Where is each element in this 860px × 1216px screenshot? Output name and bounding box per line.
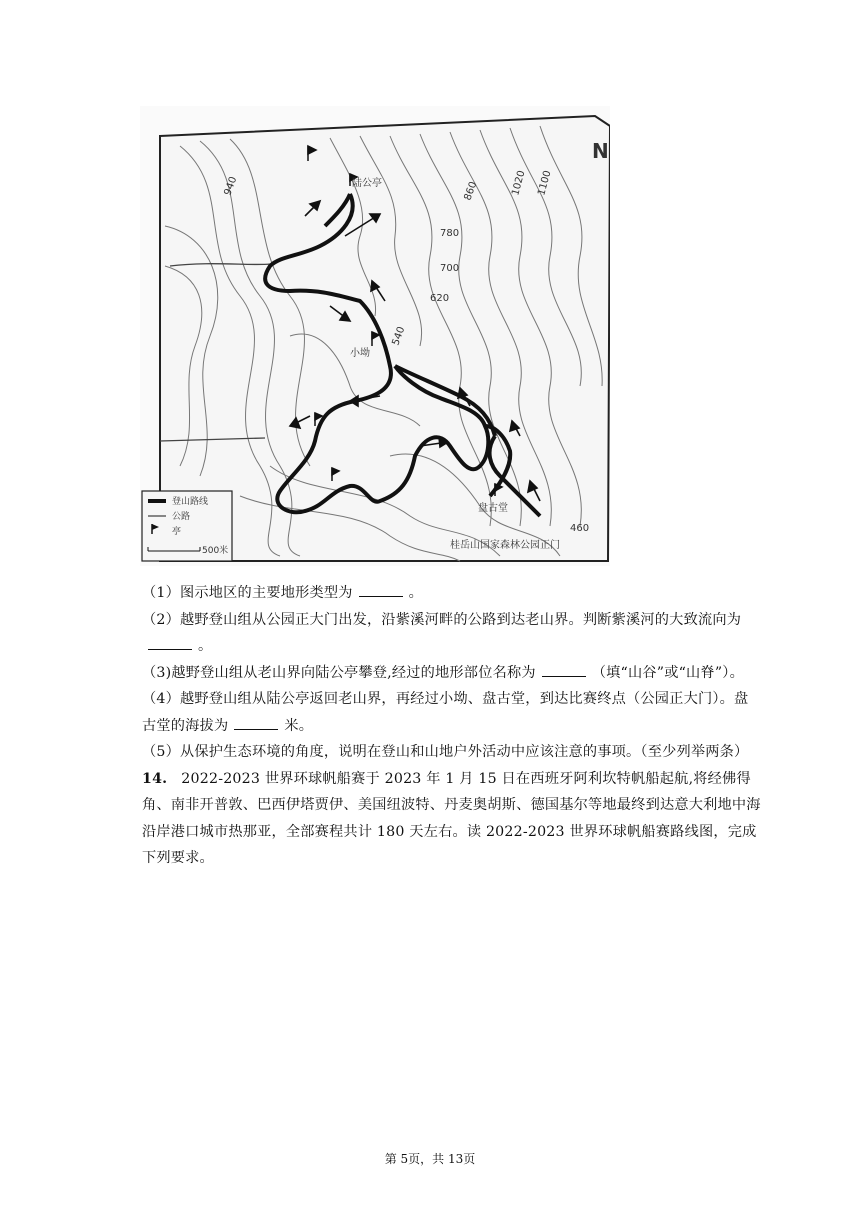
question-3: （3)越野登山组从老山界向陆公亭攀登,经过的地形部位名称为 （填“山谷”或“山脊”）。 bbox=[142, 660, 762, 687]
question-14: 14. 2022-2023 世界环球帆船赛于 2023 年 1 月 15 日在西班牙阿利坎特帆船起航,将经佛得角、南非开普敦、巴西伊塔贾伊、美国纽波特、丹麦奥胡斯、德国基尔等地最终到达意大利地中海沿岸港口城市热那亚，全部赛程共计 180 天左右。读 2022-2023 世界环球帆船赛路线图，完成下列要求。 bbox=[142, 770, 761, 866]
topographic-map bbox=[140, 106, 610, 566]
page-footer: 第 5页，共 13页 bbox=[384, 1152, 476, 1166]
map-svg bbox=[140, 106, 610, 566]
legend-pavilion-label: 亭 bbox=[172, 527, 182, 537]
answer-blank[interactable] bbox=[148, 635, 192, 650]
label-park-gate: 桂岳山国家森林公园正门 bbox=[450, 540, 560, 551]
contour-label: 700 bbox=[440, 263, 460, 274]
question-number: 14. bbox=[142, 770, 168, 787]
map-legend bbox=[142, 491, 232, 561]
contour-label: 540 bbox=[390, 325, 408, 348]
label-pangutang: 盘古堂 bbox=[478, 503, 508, 514]
label-lugongting: 陆公亭 bbox=[352, 178, 382, 189]
scale-label: 500米 bbox=[202, 546, 229, 556]
answer-blank[interactable] bbox=[359, 582, 403, 597]
contour-label: 860 bbox=[462, 180, 480, 203]
legend-trail-label: 登山路线 bbox=[172, 497, 209, 507]
question-1: （1）图示地区的主要地形类型为 。 bbox=[142, 580, 762, 607]
contour-label: 620 bbox=[430, 293, 450, 304]
question-text bbox=[142, 580, 762, 872]
answer-blank[interactable] bbox=[542, 662, 586, 677]
label-xiaoao: 小坳 bbox=[350, 348, 370, 359]
question-5: （5）从保护生态环境的角度，说明在登山和山地户外活动中应该注意的事项。（至少列举两条） bbox=[142, 744, 749, 760]
contour-label: 940 bbox=[222, 175, 240, 198]
legend-road-label: 公路 bbox=[172, 512, 191, 522]
contour-label: 460 bbox=[570, 523, 590, 534]
contour-label: 1100 bbox=[536, 169, 554, 197]
contour-label: 780 bbox=[440, 228, 460, 239]
question-4: （4）越野登山组从陆公亭返回老山界，再经过小坳、盘古堂，到达比赛终点（公园正大门）。盘古堂的海拔为 米。 bbox=[142, 691, 749, 734]
contour-label: 1020 bbox=[510, 169, 528, 197]
answer-blank[interactable] bbox=[234, 715, 278, 730]
question-2: （2）越野登山组从公园正大门出发，沿紫溪河畔的公路到达老山界。判断紫溪河的大致流向为。 bbox=[142, 611, 742, 654]
north-label: N bbox=[592, 139, 609, 163]
